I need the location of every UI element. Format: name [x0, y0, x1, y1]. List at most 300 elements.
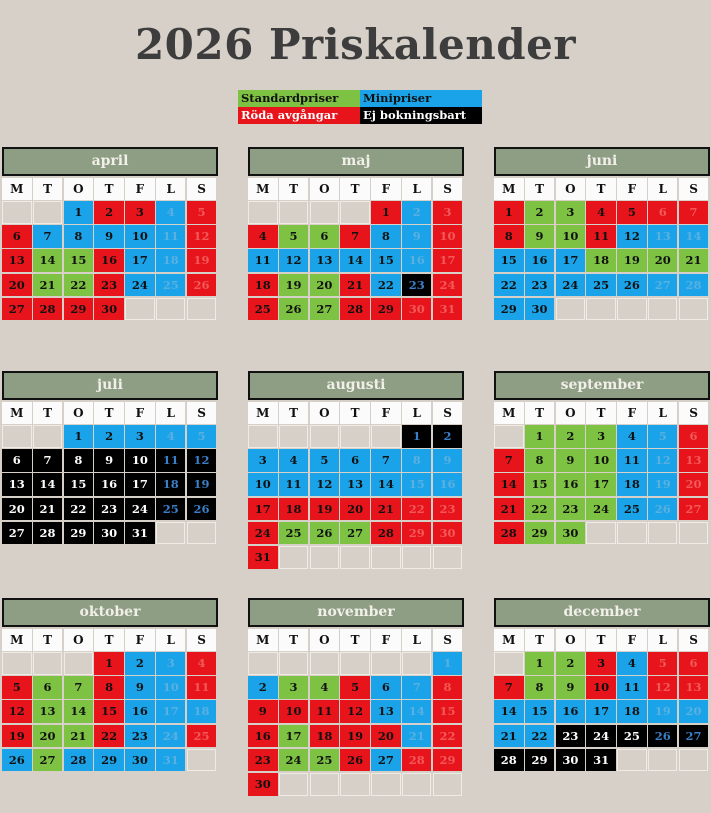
day-cell[interactable]: 30 — [94, 298, 124, 321]
day-cell[interactable]: 19 — [648, 700, 678, 723]
day-cell[interactable]: 19 — [279, 274, 309, 297]
month-days-grid — [2, 629, 218, 771]
day-cell[interactable]: 10 — [125, 225, 155, 248]
weekday-header: F — [125, 402, 155, 424]
day-cell[interactable]: 24 — [248, 522, 278, 545]
day-cell[interactable]: 25 — [248, 298, 278, 321]
day-cell[interactable]: 31 — [248, 546, 278, 569]
day-cell[interactable]: 7 — [33, 449, 63, 472]
weekday-header: M — [248, 178, 278, 200]
day-cell[interactable]: 10 — [586, 449, 616, 472]
day-cell[interactable]: 3 — [248, 449, 278, 472]
day-cell[interactable]: 8 — [525, 676, 555, 699]
day-cell[interactable]: 6 — [33, 676, 63, 699]
day-cell[interactable]: 11 — [187, 676, 217, 699]
day-cell[interactable]: 21 — [494, 498, 524, 521]
day-cell[interactable]: 10 — [586, 676, 616, 699]
day-cell[interactable]: 1 — [371, 201, 401, 224]
day-cell[interactable]: 8 — [94, 676, 124, 699]
day-cell[interactable]: 2 — [125, 652, 155, 675]
day-cell[interactable]: 18 — [248, 274, 278, 297]
empty-day-cell — [371, 546, 401, 569]
day-cell[interactable]: 20 — [679, 700, 709, 723]
day-cell[interactable]: 28 — [679, 274, 709, 297]
day-cell[interactable]: 25 — [617, 498, 647, 521]
day-cell[interactable]: 27 — [340, 522, 370, 545]
day-cell[interactable]: 27 — [679, 498, 709, 521]
day-cell[interactable]: 23 — [94, 274, 124, 297]
day-cell[interactable]: 9 — [556, 676, 586, 699]
day-cell[interactable]: 18 — [156, 473, 186, 496]
day-cell[interactable]: 15 — [64, 249, 94, 272]
day-cell[interactable]: 14 — [64, 700, 94, 723]
day-cell[interactable]: 21 — [33, 498, 63, 521]
day-cell[interactable]: 9 — [402, 225, 432, 248]
day-cell[interactable]: 11 — [279, 473, 309, 496]
day-cell[interactable]: 28 — [402, 749, 432, 772]
day-cell[interactable]: 27 — [679, 725, 709, 748]
day-cell[interactable]: 4 — [586, 201, 616, 224]
day-cell[interactable]: 8 — [402, 449, 432, 472]
day-cell[interactable]: 2 — [248, 676, 278, 699]
day-cell[interactable]: 1 — [94, 652, 124, 675]
day-cell[interactable]: 7 — [64, 676, 94, 699]
day-cell[interactable]: 29 — [433, 749, 463, 772]
day-cell[interactable]: 25 — [310, 749, 340, 772]
legend-red: Röda avgångar — [238, 107, 360, 124]
day-cell[interactable]: 28 — [340, 298, 370, 321]
day-cell[interactable]: 24 — [586, 498, 616, 521]
day-cell[interactable]: 2 — [402, 201, 432, 224]
day-cell[interactable]: 21 — [679, 249, 709, 272]
day-cell[interactable]: 17 — [248, 498, 278, 521]
day-cell[interactable]: 12 — [648, 676, 678, 699]
day-cell[interactable]: 26 — [617, 274, 647, 297]
day-cell[interactable]: 16 — [433, 473, 463, 496]
day-cell[interactable]: 12 — [187, 449, 217, 472]
day-cell[interactable]: 10 — [125, 449, 155, 472]
day-cell[interactable]: 15 — [494, 249, 524, 272]
day-cell[interactable]: 8 — [525, 449, 555, 472]
day-cell[interactable]: 16 — [402, 249, 432, 272]
day-cell[interactable]: 4 — [187, 652, 217, 675]
weekday-header: S — [679, 402, 709, 424]
day-cell[interactable]: 27 — [2, 522, 32, 545]
day-cell[interactable]: 16 — [94, 249, 124, 272]
day-cell[interactable]: 18 — [279, 498, 309, 521]
day-cell[interactable]: 19 — [648, 473, 678, 496]
day-cell[interactable]: 15 — [94, 700, 124, 723]
day-cell[interactable]: 29 — [94, 749, 124, 772]
day-cell[interactable]: 30 — [248, 773, 278, 796]
day-cell[interactable]: 18 — [586, 249, 616, 272]
day-cell[interactable]: 5 — [617, 201, 647, 224]
day-cell[interactable]: 13 — [2, 473, 32, 496]
day-cell[interactable]: 15 — [525, 700, 555, 723]
day-cell[interactable]: 27 — [371, 749, 401, 772]
day-cell[interactable]: 28 — [33, 298, 63, 321]
day-cell[interactable]: 8 — [433, 676, 463, 699]
day-cell[interactable]: 17 — [279, 725, 309, 748]
day-cell[interactable]: 28 — [494, 522, 524, 545]
day-cell[interactable]: 30 — [556, 522, 586, 545]
day-cell[interactable]: 1 — [525, 652, 555, 675]
day-cell[interactable]: 1 — [433, 652, 463, 675]
day-cell[interactable]: 28 — [371, 522, 401, 545]
day-cell[interactable]: 22 — [64, 498, 94, 521]
day-cell[interactable]: 7 — [402, 676, 432, 699]
day-cell[interactable]: 29 — [64, 298, 94, 321]
day-cell[interactable]: 17 — [433, 249, 463, 272]
day-cell[interactable]: 23 — [248, 749, 278, 772]
weekday-header: S — [679, 178, 709, 200]
day-cell[interactable]: 14 — [340, 249, 370, 272]
day-cell[interactable]: 7 — [33, 225, 63, 248]
day-cell[interactable]: 20 — [340, 498, 370, 521]
day-cell[interactable]: 29 — [402, 522, 432, 545]
day-cell[interactable]: 24 — [279, 749, 309, 772]
day-cell[interactable]: 3 — [586, 652, 616, 675]
day-cell[interactable]: 18 — [310, 725, 340, 748]
day-cell[interactable]: 22 — [525, 498, 555, 521]
day-cell[interactable]: 26 — [187, 274, 217, 297]
day-cell[interactable]: 11 — [586, 225, 616, 248]
day-cell[interactable]: 8 — [64, 449, 94, 472]
day-cell[interactable]: 27 — [2, 298, 32, 321]
empty-day-cell — [371, 652, 401, 675]
day-cell[interactable]: 20 — [679, 473, 709, 496]
day-cell[interactable]: 11 — [156, 449, 186, 472]
day-cell[interactable]: 6 — [310, 225, 340, 248]
day-cell[interactable]: 1 — [525, 425, 555, 448]
day-cell[interactable]: 1 — [64, 201, 94, 224]
month-days-grid — [248, 178, 464, 320]
day-cell[interactable]: 8 — [494, 225, 524, 248]
day-cell[interactable]: 24 — [586, 725, 616, 748]
day-cell[interactable]: 15 — [371, 249, 401, 272]
day-cell[interactable]: 29 — [64, 522, 94, 545]
day-cell[interactable]: 12 — [648, 449, 678, 472]
day-cell[interactable]: 6 — [340, 449, 370, 472]
day-cell[interactable]: 20 — [33, 725, 63, 748]
day-cell[interactable]: 21 — [33, 274, 63, 297]
day-cell[interactable]: 30 — [556, 749, 586, 772]
day-cell[interactable]: 23 — [125, 725, 155, 748]
day-cell[interactable]: 14 — [33, 473, 63, 496]
day-cell[interactable]: 25 — [156, 498, 186, 521]
day-cell[interactable]: 11 — [617, 676, 647, 699]
day-cell[interactable]: 19 — [310, 498, 340, 521]
day-cell[interactable]: 10 — [248, 473, 278, 496]
day-cell[interactable]: 10 — [556, 225, 586, 248]
day-cell[interactable]: 5 — [187, 425, 217, 448]
day-cell[interactable]: 16 — [125, 700, 155, 723]
day-cell[interactable]: 4 — [156, 201, 186, 224]
day-cell[interactable]: 23 — [402, 274, 432, 297]
day-cell[interactable]: 18 — [617, 700, 647, 723]
day-cell[interactable]: 18 — [187, 700, 217, 723]
day-cell[interactable]: 12 — [279, 249, 309, 272]
day-cell[interactable]: 22 — [64, 274, 94, 297]
day-cell[interactable]: 11 — [617, 449, 647, 472]
day-cell[interactable]: 3 — [125, 201, 155, 224]
empty-day-cell — [586, 522, 616, 545]
day-cell[interactable]: 1 — [64, 425, 94, 448]
empty-day-cell — [125, 298, 155, 321]
day-cell[interactable]: 21 — [371, 498, 401, 521]
day-cell[interactable]: 17 — [586, 700, 616, 723]
day-cell[interactable]: 22 — [433, 725, 463, 748]
day-cell[interactable]: 9 — [248, 700, 278, 723]
day-cell[interactable]: 4 — [310, 676, 340, 699]
day-cell[interactable]: 4 — [617, 425, 647, 448]
day-cell[interactable]: 2 — [433, 425, 463, 448]
empty-day-cell — [433, 546, 463, 569]
weekday-header: T — [340, 629, 370, 651]
day-cell[interactable]: 11 — [248, 249, 278, 272]
day-cell[interactable]: 22 — [94, 725, 124, 748]
day-cell[interactable]: 16 — [525, 249, 555, 272]
empty-day-cell — [156, 522, 186, 545]
day-cell[interactable]: 2 — [556, 652, 586, 675]
day-cell[interactable]: 30 — [94, 522, 124, 545]
day-cell[interactable]: 27 — [33, 749, 63, 772]
day-cell[interactable]: 26 — [2, 749, 32, 772]
empty-day-cell — [648, 749, 678, 772]
day-cell[interactable]: 20 — [2, 274, 32, 297]
day-cell[interactable]: 25 — [187, 725, 217, 748]
day-cell[interactable]: 4 — [617, 652, 647, 675]
day-cell[interactable]: 13 — [679, 676, 709, 699]
day-cell[interactable]: 23 — [556, 498, 586, 521]
day-cell[interactable]: 24 — [556, 274, 586, 297]
day-cell[interactable]: 12 — [2, 700, 32, 723]
day-cell[interactable]: 26 — [187, 498, 217, 521]
day-cell[interactable]: 24 — [433, 274, 463, 297]
day-cell[interactable]: 5 — [310, 449, 340, 472]
day-cell[interactable]: 9 — [433, 449, 463, 472]
day-cell[interactable]: 22 — [494, 274, 524, 297]
day-cell[interactable]: 30 — [433, 522, 463, 545]
day-cell[interactable]: 15 — [525, 473, 555, 496]
weekday-header: L — [648, 402, 678, 424]
day-cell[interactable]: 8 — [371, 225, 401, 248]
day-cell[interactable]: 6 — [679, 425, 709, 448]
day-cell[interactable]: 9 — [556, 449, 586, 472]
day-cell[interactable]: 6 — [648, 201, 678, 224]
day-cell[interactable]: 13 — [2, 249, 32, 272]
day-cell[interactable]: 11 — [310, 700, 340, 723]
day-cell[interactable]: 15 — [64, 473, 94, 496]
day-cell[interactable]: 26 — [340, 749, 370, 772]
day-cell[interactable]: 13 — [371, 700, 401, 723]
day-cell[interactable]: 8 — [64, 225, 94, 248]
day-cell[interactable]: 2 — [556, 425, 586, 448]
day-cell[interactable]: 17 — [125, 249, 155, 272]
day-cell[interactable]: 5 — [187, 201, 217, 224]
day-cell[interactable]: 23 — [525, 274, 555, 297]
day-cell[interactable]: 5 — [648, 425, 678, 448]
day-cell[interactable]: 30 — [125, 749, 155, 772]
day-cell[interactable]: 16 — [556, 700, 586, 723]
day-cell[interactable]: 25 — [617, 725, 647, 748]
day-cell[interactable]: 25 — [279, 522, 309, 545]
day-cell[interactable]: 17 — [156, 700, 186, 723]
day-cell[interactable]: 23 — [556, 725, 586, 748]
day-cell[interactable]: 3 — [433, 201, 463, 224]
day-cell[interactable]: 12 — [617, 225, 647, 248]
day-cell[interactable]: 5 — [340, 676, 370, 699]
day-cell[interactable]: 12 — [340, 700, 370, 723]
day-cell[interactable]: 9 — [125, 676, 155, 699]
day-cell[interactable]: 30 — [402, 298, 432, 321]
day-cell[interactable]: 9 — [94, 225, 124, 248]
day-cell[interactable]: 22 — [402, 498, 432, 521]
day-cell[interactable]: 14 — [371, 473, 401, 496]
day-cell[interactable]: 7 — [494, 449, 524, 472]
day-cell[interactable]: 10 — [279, 700, 309, 723]
day-cell[interactable]: 28 — [64, 749, 94, 772]
day-cell[interactable]: 2 — [525, 201, 555, 224]
day-cell[interactable]: 5 — [2, 676, 32, 699]
day-cell[interactable]: 14 — [33, 249, 63, 272]
day-cell[interactable]: 7 — [340, 225, 370, 248]
day-cell[interactable]: 22 — [371, 274, 401, 297]
day-cell[interactable]: 27 — [648, 274, 678, 297]
day-cell[interactable]: 20 — [2, 498, 32, 521]
day-cell[interactable]: 16 — [248, 725, 278, 748]
day-cell[interactable]: 3 — [156, 652, 186, 675]
day-cell[interactable]: 12 — [310, 473, 340, 496]
day-cell[interactable]: 20 — [648, 249, 678, 272]
weekday-header: S — [433, 178, 463, 200]
day-cell[interactable]: 24 — [156, 725, 186, 748]
day-cell[interactable]: 6 — [371, 676, 401, 699]
day-cell[interactable]: 21 — [64, 725, 94, 748]
day-cell[interactable]: 18 — [617, 473, 647, 496]
day-cell[interactable]: 4 — [279, 449, 309, 472]
day-cell[interactable]: 3 — [279, 676, 309, 699]
day-cell[interactable]: 28 — [494, 749, 524, 772]
day-cell[interactable]: 29 — [494, 298, 524, 321]
empty-day-cell — [248, 201, 278, 224]
day-cell[interactable]: 13 — [310, 249, 340, 272]
day-cell[interactable]: 20 — [371, 725, 401, 748]
day-cell[interactable]: 19 — [2, 725, 32, 748]
day-cell[interactable]: 26 — [648, 725, 678, 748]
day-cell[interactable]: 7 — [679, 201, 709, 224]
day-cell[interactable]: 25 — [586, 274, 616, 297]
day-cell[interactable]: 6 — [679, 652, 709, 675]
day-cell[interactable]: 22 — [525, 725, 555, 748]
day-cell[interactable]: 13 — [33, 700, 63, 723]
empty-day-cell — [679, 298, 709, 321]
day-cell[interactable]: 7 — [371, 449, 401, 472]
day-cell[interactable]: 14 — [402, 700, 432, 723]
day-cell[interactable]: 17 — [556, 249, 586, 272]
day-cell[interactable]: 18 — [156, 249, 186, 272]
day-cell[interactable]: 4 — [156, 425, 186, 448]
day-cell[interactable]: 11 — [156, 225, 186, 248]
day-cell[interactable]: 3 — [586, 425, 616, 448]
day-cell[interactable]: 16 — [556, 473, 586, 496]
day-cell[interactable]: 21 — [494, 725, 524, 748]
weekday-header: S — [433, 402, 463, 424]
day-cell[interactable]: 19 — [187, 249, 217, 272]
day-cell[interactable]: 16 — [94, 473, 124, 496]
day-cell[interactable]: 10 — [156, 676, 186, 699]
day-cell[interactable]: 9 — [525, 225, 555, 248]
day-cell[interactable]: 27 — [310, 298, 340, 321]
day-cell[interactable]: 13 — [648, 225, 678, 248]
month-days-grid — [2, 178, 218, 320]
day-cell[interactable]: 19 — [340, 725, 370, 748]
day-cell[interactable]: 23 — [94, 498, 124, 521]
day-cell[interactable]: 2 — [94, 201, 124, 224]
day-cell[interactable]: 20 — [310, 274, 340, 297]
day-cell[interactable]: 29 — [371, 298, 401, 321]
day-cell[interactable]: 31 — [156, 749, 186, 772]
day-cell[interactable]: 24 — [125, 274, 155, 297]
day-cell[interactable]: 1 — [494, 201, 524, 224]
day-cell[interactable]: 21 — [402, 725, 432, 748]
weekday-header: S — [433, 629, 463, 651]
day-cell[interactable]: 25 — [156, 274, 186, 297]
day-cell[interactable]: 31 — [433, 298, 463, 321]
day-cell[interactable]: 26 — [310, 522, 340, 545]
day-cell[interactable]: 15 — [433, 700, 463, 723]
day-cell[interactable]: 4 — [248, 225, 278, 248]
day-cell[interactable]: 19 — [617, 249, 647, 272]
day-cell[interactable]: 14 — [679, 225, 709, 248]
day-cell[interactable]: 31 — [586, 749, 616, 772]
day-cell[interactable]: 13 — [679, 449, 709, 472]
day-cell[interactable]: 5 — [648, 652, 678, 675]
day-cell[interactable]: 7 — [494, 676, 524, 699]
day-cell[interactable]: 17 — [125, 473, 155, 496]
day-cell[interactable]: 10 — [433, 225, 463, 248]
day-cell[interactable]: 9 — [94, 449, 124, 472]
day-cell[interactable]: 1 — [402, 425, 432, 448]
day-cell[interactable]: 29 — [525, 522, 555, 545]
day-cell[interactable]: 31 — [125, 522, 155, 545]
day-cell[interactable]: 28 — [33, 522, 63, 545]
day-cell[interactable]: 26 — [279, 298, 309, 321]
day-cell[interactable]: 29 — [525, 749, 555, 772]
day-cell[interactable]: 21 — [340, 274, 370, 297]
day-cell[interactable]: 12 — [187, 225, 217, 248]
day-cell[interactable]: 6 — [2, 225, 32, 248]
day-cell[interactable]: 14 — [494, 700, 524, 723]
day-cell[interactable]: 26 — [648, 498, 678, 521]
day-cell[interactable]: 5 — [279, 225, 309, 248]
day-cell[interactable]: 2 — [94, 425, 124, 448]
day-cell[interactable]: 3 — [125, 425, 155, 448]
day-cell[interactable]: 17 — [586, 473, 616, 496]
day-cell[interactable]: 3 — [556, 201, 586, 224]
day-cell[interactable]: 19 — [187, 473, 217, 496]
day-cell[interactable]: 24 — [125, 498, 155, 521]
day-cell[interactable]: 15 — [402, 473, 432, 496]
day-cell[interactable]: 30 — [525, 298, 555, 321]
day-cell[interactable]: 13 — [340, 473, 370, 496]
day-cell[interactable]: 6 — [2, 449, 32, 472]
empty-day-cell — [279, 773, 309, 796]
weekday-header: M — [494, 402, 524, 424]
day-cell[interactable]: 23 — [433, 498, 463, 521]
empty-day-cell — [340, 201, 370, 224]
day-cell[interactable]: 14 — [494, 473, 524, 496]
